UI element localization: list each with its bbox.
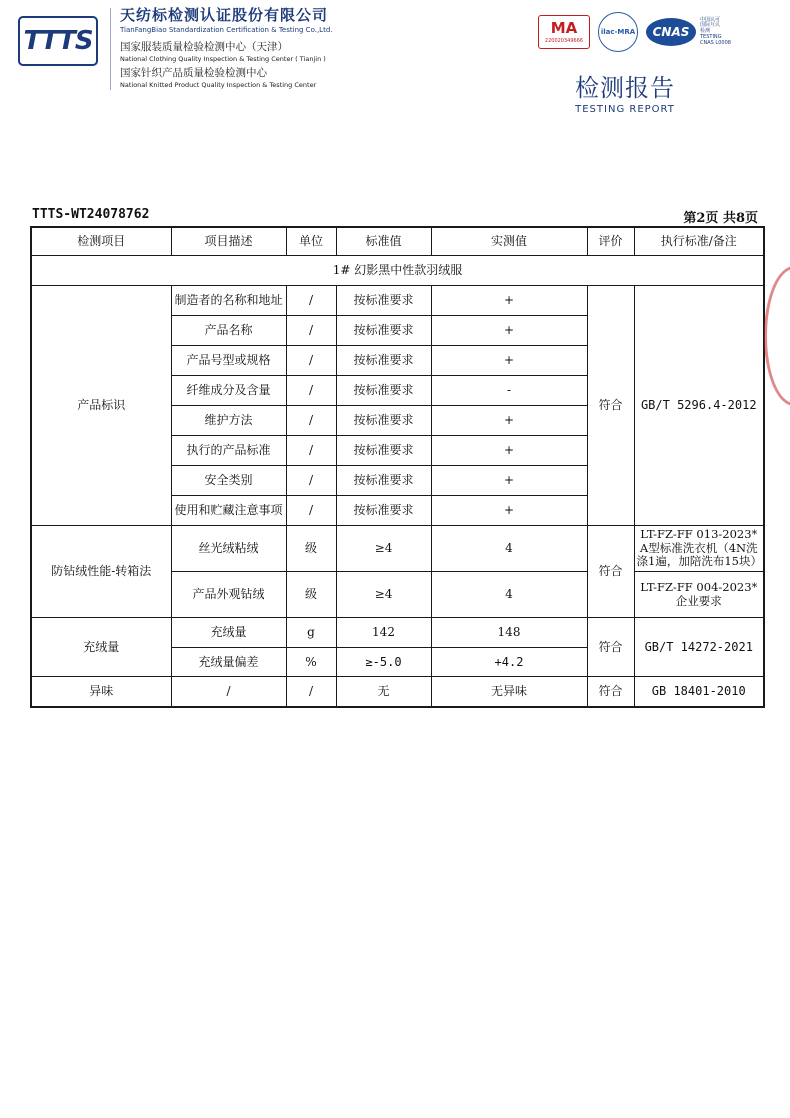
table-row	[31, 677, 764, 708]
center2-name-en: National Knitted Product Quality Inspection & Testing Center	[120, 81, 317, 89]
header-divider	[110, 8, 111, 90]
org-name-cn: 天纺标检测认证股份有限公司	[120, 6, 329, 24]
center1-name-cn: 国家服装质量检验检测中心（天津）	[120, 41, 288, 53]
standard-value: 无	[336, 677, 431, 708]
sample-row	[31, 256, 764, 286]
measured-value: 4	[431, 526, 587, 572]
test-results-table	[30, 226, 765, 708]
measured-value: +	[431, 496, 587, 526]
item-description: 纤维成分及含量	[171, 376, 286, 406]
table-header-row	[31, 227, 764, 256]
standard-remark: GB/T 5296.4-2012	[634, 286, 764, 526]
standard-value: 按标准要求	[336, 286, 431, 316]
unit-cell: /	[286, 466, 336, 496]
item-description: 执行的产品标准	[171, 436, 286, 466]
standard-value: ≥4	[336, 572, 431, 618]
standard-value: ≥4	[336, 526, 431, 572]
table-row	[31, 526, 764, 572]
test-item: 异味	[31, 677, 171, 708]
cnas-small-line: 中国认可	[700, 16, 721, 23]
item-description: 产品号型或规格	[171, 346, 286, 376]
standard-remark: LT-FZ-FF 013-2023* A型标准洗衣机（4N洗涤1遍，加陪洗布15块）	[634, 526, 764, 572]
unit-cell: 级	[286, 526, 336, 572]
cnas-small-text	[700, 18, 731, 47]
item-description: 充绒量	[171, 618, 286, 648]
standard-value: 按标准要求	[336, 376, 431, 406]
evaluation: 符合	[587, 677, 634, 708]
company-logo	[18, 16, 98, 66]
page-info: 第2页 共8页	[683, 211, 758, 226]
report-title	[560, 68, 690, 115]
standard-value: 142	[336, 618, 431, 648]
red-seal-stamp-icon	[764, 266, 790, 406]
measured-value: 无异味	[431, 677, 587, 708]
standard-remark: GB 18401-2010	[634, 677, 764, 708]
cnas-mark-icon	[646, 15, 731, 49]
test-item: 防钻绒性能-转箱法	[31, 526, 171, 618]
table-row	[31, 286, 764, 316]
evaluation: 符合	[587, 286, 634, 526]
cnas-small-line: 国际互认	[700, 22, 721, 29]
unit-cell: /	[286, 677, 336, 708]
test-item: 充绒量	[31, 618, 171, 677]
measured-value: +	[431, 286, 587, 316]
header-cell: 实测值	[431, 227, 587, 256]
cnas-oval	[646, 18, 696, 46]
measured-value: +	[431, 316, 587, 346]
standard-value: 按标准要求	[336, 436, 431, 466]
org-name-en: TianFangBiao Standardization Certification & Testing Co.,Ltd.	[120, 26, 333, 34]
cma-mark-icon	[538, 15, 590, 49]
standard-value: 按标准要求	[336, 316, 431, 346]
cnas-small-line: CNAS L0008	[700, 39, 731, 46]
standard-remark: LT-FZ-FF 004-2023* 企业要求	[634, 572, 764, 618]
measured-value: +	[431, 436, 587, 466]
item-description: /	[171, 677, 286, 708]
logo-text: TTTS	[23, 26, 93, 56]
standard-value: 按标准要求	[336, 406, 431, 436]
standard-value: 按标准要求	[336, 496, 431, 526]
report-title-cn: 检测报告	[575, 74, 675, 102]
test-item: 产品标识	[31, 286, 171, 526]
organization-block	[120, 4, 333, 89]
report-title-en: TESTING REPORT	[575, 104, 675, 115]
cnas-label: CNAS	[652, 25, 690, 39]
unit-cell: %	[286, 648, 336, 677]
standard-value: 按标准要求	[336, 346, 431, 376]
header-cell: 执行标准/备注	[634, 227, 764, 256]
header-cell: 检测项目	[31, 227, 171, 256]
header-cell: 单位	[286, 227, 336, 256]
cma-label: MA	[550, 18, 578, 37]
ilac-label: ilac-MRA	[600, 28, 636, 36]
measured-value: +	[431, 406, 587, 436]
measured-value: +4.2	[431, 648, 587, 677]
item-description: 安全类别	[171, 466, 286, 496]
header-cell: 项目描述	[171, 227, 286, 256]
item-description: 制造者的名称和地址	[171, 286, 286, 316]
cnas-small-line: TESTING	[700, 33, 722, 40]
sample-name: 1# 幻影黑中性款羽绒服	[31, 256, 764, 286]
measured-value: +	[431, 346, 587, 376]
standard-remark: GB/T 14272-2021	[634, 618, 764, 677]
measured-value: 4	[431, 572, 587, 618]
item-description: 维护方法	[171, 406, 286, 436]
item-description: 使用和贮藏注意事项	[171, 496, 286, 526]
item-description: 产品名称	[171, 316, 286, 346]
unit-cell: g	[286, 618, 336, 648]
evaluation: 符合	[587, 618, 634, 677]
unit-cell: /	[286, 406, 336, 436]
document-number: TTTS-WT24078762	[32, 207, 150, 222]
cma-number: 220020349666	[544, 37, 584, 44]
evaluation: 符合	[587, 526, 634, 618]
ilac-mra-mark-icon	[598, 12, 638, 52]
unit-cell: /	[286, 436, 336, 466]
unit-cell: /	[286, 376, 336, 406]
center1-name-en: National Clothing Quality Inspection & Testing Center ( Tianjin )	[120, 55, 326, 63]
center2-name-cn: 国家针织产品质量检验检测中心	[120, 67, 267, 79]
unit-cell: /	[286, 316, 336, 346]
header-cell: 标准值	[336, 227, 431, 256]
unit-cell: 级	[286, 572, 336, 618]
table-row	[31, 618, 764, 648]
unit-cell: /	[286, 496, 336, 526]
cnas-small-line: 检测	[700, 28, 711, 35]
item-description: 丝光绒粘绒	[171, 526, 286, 572]
unit-cell: /	[286, 286, 336, 316]
item-description: 充绒量偏差	[171, 648, 286, 677]
measured-value: +	[431, 466, 587, 496]
standard-value: ≥-5.0	[336, 648, 431, 677]
header-cell: 评价	[587, 227, 634, 256]
unit-cell: /	[286, 346, 336, 376]
certification-marks	[538, 12, 731, 52]
standard-value: 按标准要求	[336, 466, 431, 496]
measured-value: -	[431, 376, 587, 406]
measured-value: 148	[431, 618, 587, 648]
item-description: 产品外观钻绒	[171, 572, 286, 618]
